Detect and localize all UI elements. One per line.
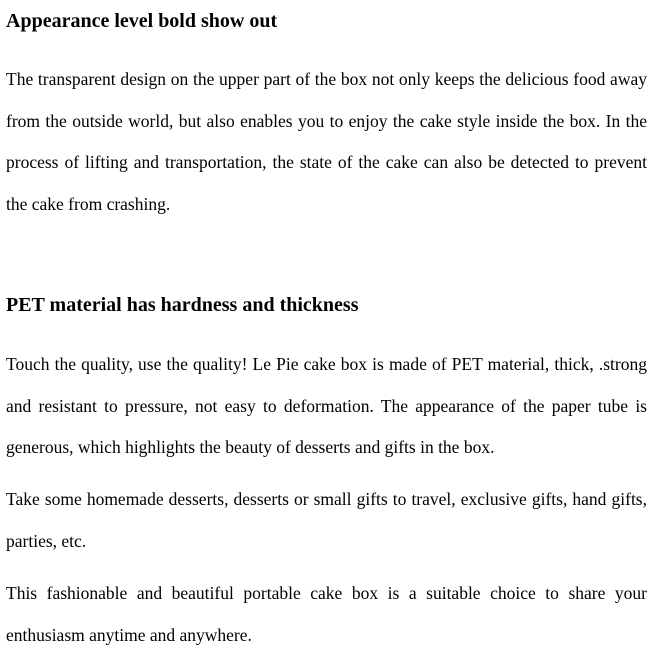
section-heading-pet-material: PET material has hardness and thickness xyxy=(6,294,359,316)
paragraph-homemade-desserts: Take some homemade desserts, desserts or small gifts to travel, exclusive gifts, hand gifts, parties, etc. xyxy=(6,489,647,551)
section-heading-appearance: Appearance level bold show out xyxy=(6,10,278,32)
paragraph-transparent-design: The transparent design on the upper part of the box not only keeps the delicious food away from the outside world, but also enables you to enjoy the cake style inside the box. In the process of lifting and transportation, the state of the cake can also be detected to prevent the cake from crashing. xyxy=(6,69,647,214)
paragraph-portable-box: This fashionable and beautiful portable cake box is a suitable choice to share your enthusiasm anytime and anywhere. xyxy=(6,583,647,645)
paragraph-quality: Touch the quality, use the quality! Le Pie cake box is made of PET material, thick, .strong and resistant to pressure, not easy to deformation. The appearance of the paper tube is generous, which highlights the beauty of desserts and gifts in the box. xyxy=(6,354,647,457)
